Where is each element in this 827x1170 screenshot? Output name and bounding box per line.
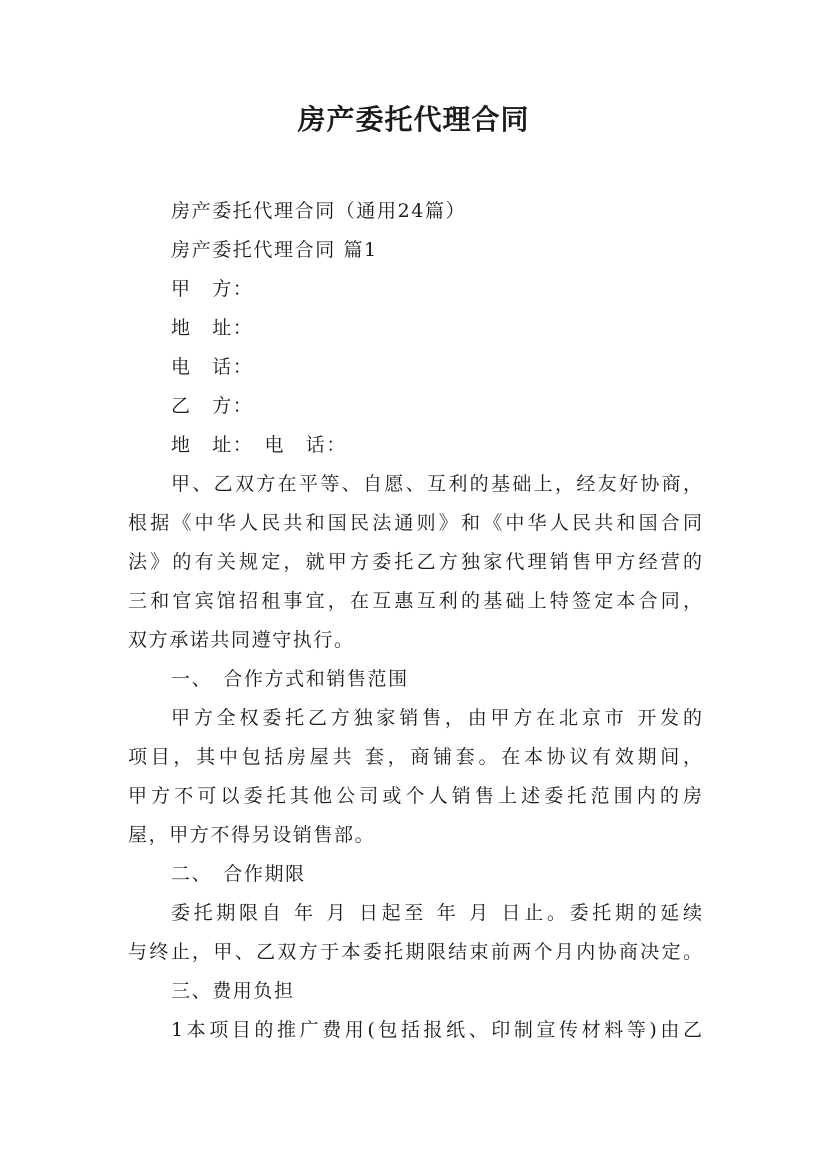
paragraph-line: 双方承诺共同遵守执行。: [128, 629, 355, 651]
paragraph-line: 根据《中华人民共和国民法通则》和《中华人民共和国合同: [128, 512, 702, 534]
address-phone-label: 地 址： 电 话：: [171, 434, 347, 456]
paragraph-line: 三和官宾馆招租事宜，在互惠互利的基础上特签定本合同，: [128, 590, 702, 612]
address-label: 地 址：: [171, 317, 254, 339]
clause-heading: 一、 合作方式和销售范围: [171, 668, 409, 690]
paragraph-line: 甲方全权委托乙方独家销售，由甲方在北京市 开发的: [171, 707, 702, 729]
clause-heading: 三、费用负担: [171, 980, 295, 1002]
paragraph-line: 与终止，甲、乙双方于本委托期限结束前两个月内协商决定。: [128, 941, 702, 963]
document-title: 房产委托代理合同: [297, 103, 530, 136]
paragraph-line: 项目，其中包括房屋共 套，商铺套。在本协议有效期间，: [128, 746, 702, 768]
paragraph-line: 甲方不可以委托其他公司或个人销售上述委托范围内的房: [128, 785, 702, 807]
paragraph-line: 甲、乙双方在平等、自愿、互利的基础上，经友好协商，: [171, 473, 702, 495]
party-a-label: 甲 方：: [171, 278, 254, 300]
phone-label: 电 话：: [171, 356, 254, 378]
paragraph-line: 委托期限自 年 月 日起至 年 月 日止。委托期的延续: [171, 902, 702, 924]
subtitle-line: 房产委托代理合同（通用24篇）: [171, 200, 467, 222]
paragraph-line: 屋，甲方不得另设销售部。: [128, 824, 376, 846]
section-heading: 房产委托代理合同 篇1: [171, 239, 378, 261]
paragraph-line: 1本项目的推广费用(包括报纸、印制宣传材料等)由乙: [171, 1019, 702, 1041]
party-b-label: 乙 方：: [171, 395, 254, 417]
clause-heading: 二、 合作期限: [171, 863, 306, 885]
paragraph-line: 法》的有关规定，就甲方委托乙方独家代理销售甲方经营的: [128, 551, 702, 573]
